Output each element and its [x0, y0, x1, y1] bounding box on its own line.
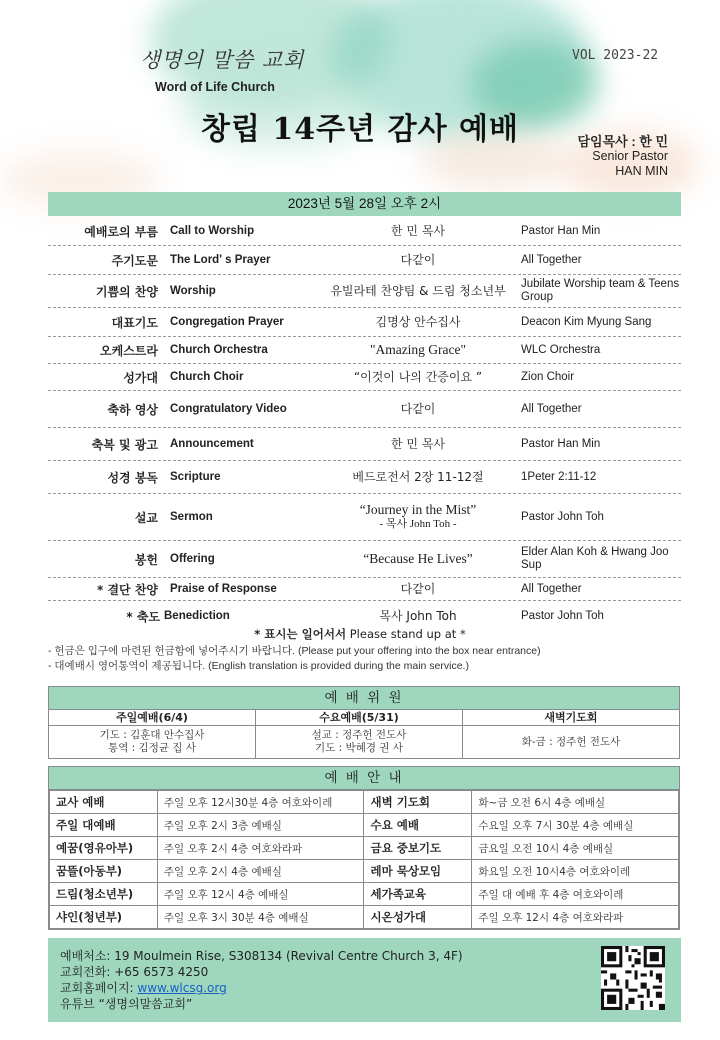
- order-leader-english: 1Peter 2:11-12: [521, 470, 597, 483]
- order-english: Offering: [170, 552, 215, 565]
- order-leader-text: 다같이: [400, 253, 436, 267]
- table-row: [50, 837, 679, 860]
- table-row: [50, 906, 679, 929]
- website-link[interactable]: www.wlcsg.org: [137, 981, 227, 995]
- duty-line: 기도 : 박혜경 권 사: [315, 742, 403, 754]
- service-name: 샤인(청년부): [50, 906, 158, 929]
- duty-line: 설교 : 정주헌 전도사: [311, 729, 407, 741]
- pastor-title-en: Senior Pastor: [592, 149, 668, 163]
- worship-duty-title: 예 배 위 원: [49, 687, 679, 710]
- order-english: Scripture: [170, 470, 221, 483]
- duty-line: 화-금 : 정주헌 전도사: [521, 735, 621, 748]
- order-leader: [298, 578, 538, 600]
- service-time: 주일 오후 12시30분 4층 여호와이레: [157, 791, 364, 814]
- notice-offering: - 헌금은 입구에 마련된 헌금함에 넣어주시기 바랍니다. (Please put your offering into the box near entrance): [48, 645, 541, 657]
- order-korean: 기쁨의 찬양: [95, 284, 158, 299]
- order-leader-english: Pastor John Toh: [521, 510, 604, 523]
- order-korean: 오케스트라: [100, 343, 158, 358]
- service-name: 금요 중보기도: [364, 837, 472, 860]
- service-name: 드림(청소년부): [50, 883, 158, 906]
- order-row: [48, 217, 681, 246]
- pastor-korean: 담임목사 : 한 민: [577, 134, 668, 149]
- table-row: [50, 883, 679, 906]
- order-leader-english: All Together: [521, 253, 582, 266]
- order-korean: 주기도문: [111, 253, 158, 268]
- order-row: [48, 337, 681, 364]
- order-leader-english: Jubilate Worship team & Teens Group: [521, 278, 680, 303]
- stand-note-korean: * 표시는 일어서서: [254, 627, 347, 641]
- order-row: [48, 494, 681, 541]
- service-guide-table: [49, 790, 679, 929]
- order-leader: [298, 364, 538, 390]
- stand-note-english: Please stand up at *: [346, 627, 466, 641]
- service-name: 꿈뜰(아동부): [50, 860, 158, 883]
- order-korean: 성경 봉독: [107, 470, 158, 485]
- website-label: 교회홈페이지:: [60, 981, 138, 995]
- order-leader: [298, 217, 538, 245]
- qr-code-icon[interactable]: [601, 946, 665, 1010]
- service-name: 교사 예배: [50, 791, 158, 814]
- order-leader-english: Elder Alan Koh & Hwang Joo Sup: [521, 546, 669, 571]
- notice-list: [48, 644, 541, 674]
- order-leader: [298, 541, 538, 577]
- order-leader: [298, 391, 538, 427]
- order-english: Call to Worship: [170, 224, 255, 237]
- order-leader-text: 다같이: [400, 402, 436, 416]
- order-row: [48, 428, 681, 461]
- order-english: Sermon: [170, 510, 213, 523]
- service-name: 주일 대예배: [50, 814, 158, 837]
- order-english: Benediction: [164, 609, 230, 622]
- order-leader-text: 다같이: [400, 582, 436, 596]
- order-korean: * 축도: [126, 609, 160, 624]
- order-leader: [298, 461, 538, 493]
- order-leader-text: “Journey in the Mist”: [359, 502, 477, 517]
- service-name: 새벽 기도회: [364, 791, 472, 814]
- order-leader-english: Deacon Kim Myung Sang: [521, 315, 652, 328]
- service-time: 주일 오후 2시 4층 여호와라파: [157, 837, 364, 860]
- order-english: Congratulatory Video: [170, 402, 287, 415]
- pastor-name-en: HAN MIN: [615, 164, 668, 178]
- youtube: 유튜브 “생명의말씀교회”: [60, 997, 193, 1011]
- order-row: [48, 541, 681, 578]
- order-korean: 축하 영상: [107, 402, 158, 417]
- order-english: The Lord' s Prayer: [170, 253, 271, 266]
- order-leader-english: Pastor John Toh: [521, 609, 604, 622]
- service-date-bar: 2023년 5월 28일 오후 2시: [48, 192, 681, 216]
- church-logo-korean: 생명의 말씀 교회: [140, 48, 305, 72]
- order-korean: 성가대: [123, 370, 158, 385]
- table-row: [50, 860, 679, 883]
- order-leader-english: All Together: [521, 582, 582, 595]
- order-leader: [298, 337, 538, 363]
- stand-note: [0, 626, 720, 642]
- order-korean: 축복 및 광고: [91, 437, 158, 452]
- order-leader-text: 목사 John Toh: [379, 609, 457, 623]
- service-time: 화요일 오전 10시4층 여호와이레: [472, 860, 679, 883]
- duty-header: 새벽기도회: [463, 710, 679, 726]
- table-row: [50, 814, 679, 837]
- service-time: 화~금 오전 6시 4층 예배실: [472, 791, 679, 814]
- service-time: 주일 대 예배 후 4층 여호와이레: [472, 883, 679, 906]
- volume-number: VOL 2023-22: [572, 48, 659, 63]
- order-leader-english: Pastor Han Min: [521, 437, 601, 450]
- duty-header: 수요예배(5/31): [256, 710, 462, 726]
- order-english: Worship: [170, 284, 216, 297]
- order-row: [48, 308, 681, 337]
- order-english: Congregation Prayer: [170, 315, 284, 328]
- order-leader: [298, 428, 538, 460]
- service-name: 세가족교육: [364, 883, 472, 906]
- order-row: [48, 246, 681, 275]
- notice-translation: - 대예배시 영어통역이 제공됩니다. (English translation is provided during the main service.): [48, 660, 469, 672]
- order-english: Church Orchestra: [170, 343, 268, 356]
- order-leader-english: WLC Orchestra: [521, 343, 601, 356]
- page-title: 창립 14주년 감사 예배: [201, 112, 519, 147]
- service-guide-box: [48, 766, 680, 930]
- order-row: [48, 364, 681, 391]
- order-korean: * 결단 찬양: [97, 582, 158, 597]
- service-name: 예꿈(영유아부): [50, 837, 158, 860]
- duty-sunday: [49, 710, 256, 758]
- order-korean: 예배로의 부름: [84, 224, 158, 239]
- service-name: 수요 예배: [364, 814, 472, 837]
- order-row: [48, 275, 681, 308]
- duty-dawn: [463, 710, 679, 758]
- phone: 교회전화: +65 6573 4250: [60, 965, 209, 979]
- order-row: [48, 461, 681, 494]
- order-leader-english: All Together: [521, 402, 582, 415]
- worship-duty-box: [48, 686, 680, 759]
- order-english: Praise of Response: [170, 582, 277, 595]
- service-time: 주일 오후 3시 30분 4층 예배실: [157, 906, 364, 929]
- website-line: [60, 980, 463, 996]
- order-leader-text: "Amazing Grace": [369, 342, 467, 357]
- service-time: 주일 오후 12시 4층 여호와라파: [472, 906, 679, 929]
- order-leader-sub: - 목사 John Toh -: [379, 518, 457, 530]
- table-row: [50, 791, 679, 814]
- service-name: 시온성가대: [364, 906, 472, 929]
- service-time: 금요일 오전 10시 4층 예배실: [472, 837, 679, 860]
- service-time: 주일 오후 2시 3층 예배실: [157, 814, 364, 837]
- order-leader: [298, 246, 538, 274]
- order-leader-text: “Because He Lives”: [363, 551, 473, 566]
- service-time: 주일 오후 12시 4층 예배실: [157, 883, 364, 906]
- order-leader: [298, 275, 538, 307]
- order-row: [48, 578, 681, 601]
- order-leader-text: 김명상 안수집사: [375, 315, 461, 329]
- order-leader-text: 한 민 목사: [391, 437, 445, 451]
- order-english: Announcement: [170, 437, 254, 450]
- senior-pastor: [577, 134, 668, 179]
- order-leader: [298, 494, 538, 540]
- service-guide-title: 예 배 안 내: [49, 767, 679, 790]
- order-leader-text: “이것이 나의 간증이요 ”: [353, 370, 483, 384]
- order-leader-text: 한 민 목사: [391, 224, 445, 238]
- qr-code-graphic: [601, 946, 665, 1010]
- order-english: Church Choir: [170, 370, 244, 383]
- order-korean: 봉헌: [134, 552, 158, 567]
- order-leader: [298, 308, 538, 336]
- order-leader-english: Zion Choir: [521, 370, 575, 383]
- address: 예배처소: 19 Moulmein Rise, S308134 (Revival Centre Church 3, 4F): [60, 949, 463, 963]
- duty-line: 통역 : 김정균 집 사: [108, 742, 196, 754]
- duty-header: 주일예배(6/4): [49, 710, 255, 726]
- order-korean: 대표기도: [111, 315, 158, 330]
- order-row: [48, 391, 681, 428]
- order-korean: 설교: [134, 510, 158, 525]
- service-name: 레마 묵상모임: [364, 860, 472, 883]
- duty-wednesday: [256, 710, 463, 758]
- church-info-footer: [48, 938, 681, 1022]
- order-leader-text: 베드로전서 2장 11-12절: [352, 470, 484, 484]
- order-of-service: [48, 217, 681, 631]
- order-leader-text: 유빌라테 찬양팀 & 드림 청소년부: [330, 284, 506, 298]
- service-time: 수요일 오후 7시 30분 4층 예배실: [472, 814, 679, 837]
- service-time: 주일 오후 2시 4층 예배실: [157, 860, 364, 883]
- duty-line: 기도 : 김훈대 안수집사: [99, 729, 205, 741]
- church-logo-english: Word of Life Church: [155, 80, 275, 94]
- order-leader-english: Pastor Han Min: [521, 224, 601, 237]
